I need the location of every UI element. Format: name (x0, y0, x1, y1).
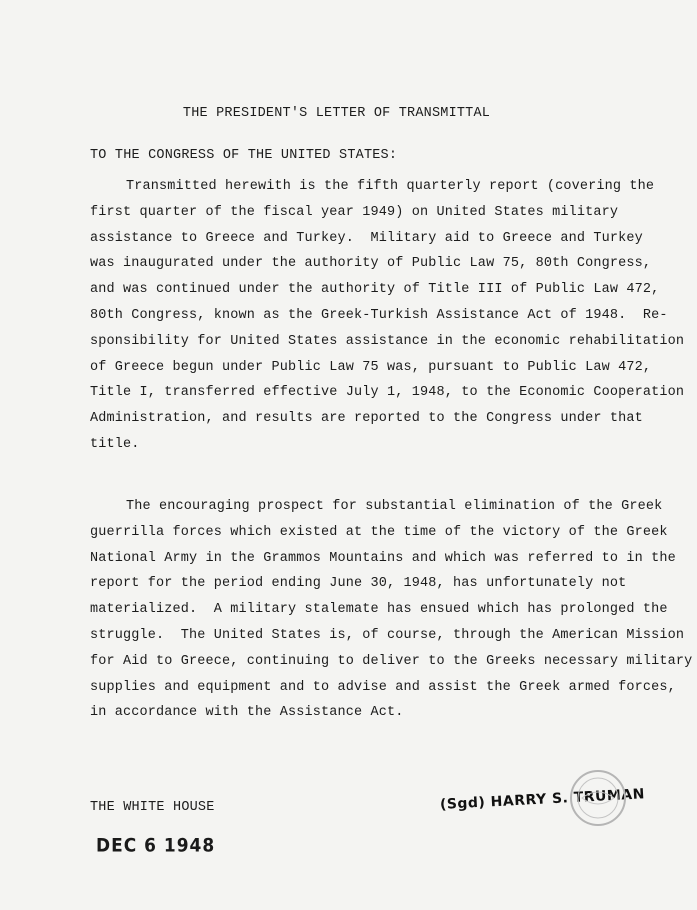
paragraph-line: guerrilla forces which existed at the time of the victory of the Greek (90, 524, 668, 540)
paragraph-line: of Greece begun under Public Law 75 was, pursuant to Public Law 472, (90, 359, 652, 375)
paragraph-line: in accordance with the Assistance Act. (90, 705, 404, 721)
signature: (Sgd) HARRY S. TRUMAN (439, 786, 646, 813)
paragraph-line: assistance to Greece and Turkey. Military aid to Greece and Turkey (90, 230, 643, 246)
place-line: THE WHITE HOUSE (90, 800, 215, 815)
salutation: TO THE CONGRESS OF THE UNITED STATES: (90, 148, 398, 163)
paragraph-line: first quarter of the fiscal year 1949) on United States military (90, 204, 619, 220)
document-title: THE PRESIDENT'S LETTER OF TRANSMITTAL (182, 106, 491, 121)
paragraph-line: report for the period ending June 30, 1948, has unfortunately not (90, 576, 627, 592)
paragraph-line: was inaugurated under the authority of Public Law 75, 80th Congress, (90, 256, 652, 272)
seal-stamp-icon (568, 768, 628, 828)
paragraph-line: and was continued under the authority of Title III of Public Law 472, (90, 282, 660, 298)
date-stamp: DEC 6 1948 (96, 835, 216, 857)
paragraph-line: Administration, and results are reported to the Congress under that (90, 411, 643, 427)
paragraph-line: sponsibility for United States assistance in the economic rehabilitation (90, 333, 685, 349)
paragraph-line: National Army in the Grammos Mountains and which was referred to in the (90, 550, 676, 566)
paragraph-line: Transmitted herewith is the fifth quarterly report (covering the (126, 179, 655, 194)
paragraph-line: for Aid to Greece, continuing to deliver to the Greeks necessary military (90, 653, 693, 669)
paragraph-line: materialized. A military stalemate has ensued which has prolonged the (90, 602, 668, 618)
paragraph-line: Title I, transferred effective July 1, 1948, to the Economic Cooperation (90, 385, 685, 401)
paragraph-2 (90, 494, 693, 726)
paragraph-line: supplies and equipment and to advise and assist the Greek armed forces, (90, 679, 676, 695)
paragraph-line: The encouraging prospect for substantial elimination of the Greek (126, 499, 663, 514)
paragraph-line: struggle. The United States is, of course, through the American Mission (90, 627, 685, 643)
paragraph-line: title. (90, 436, 140, 452)
paragraph-line: 80th Congress, known as the Greek-Turkish Assistance Act of 1948. Re- (90, 307, 668, 323)
paragraph-1 (90, 174, 685, 458)
